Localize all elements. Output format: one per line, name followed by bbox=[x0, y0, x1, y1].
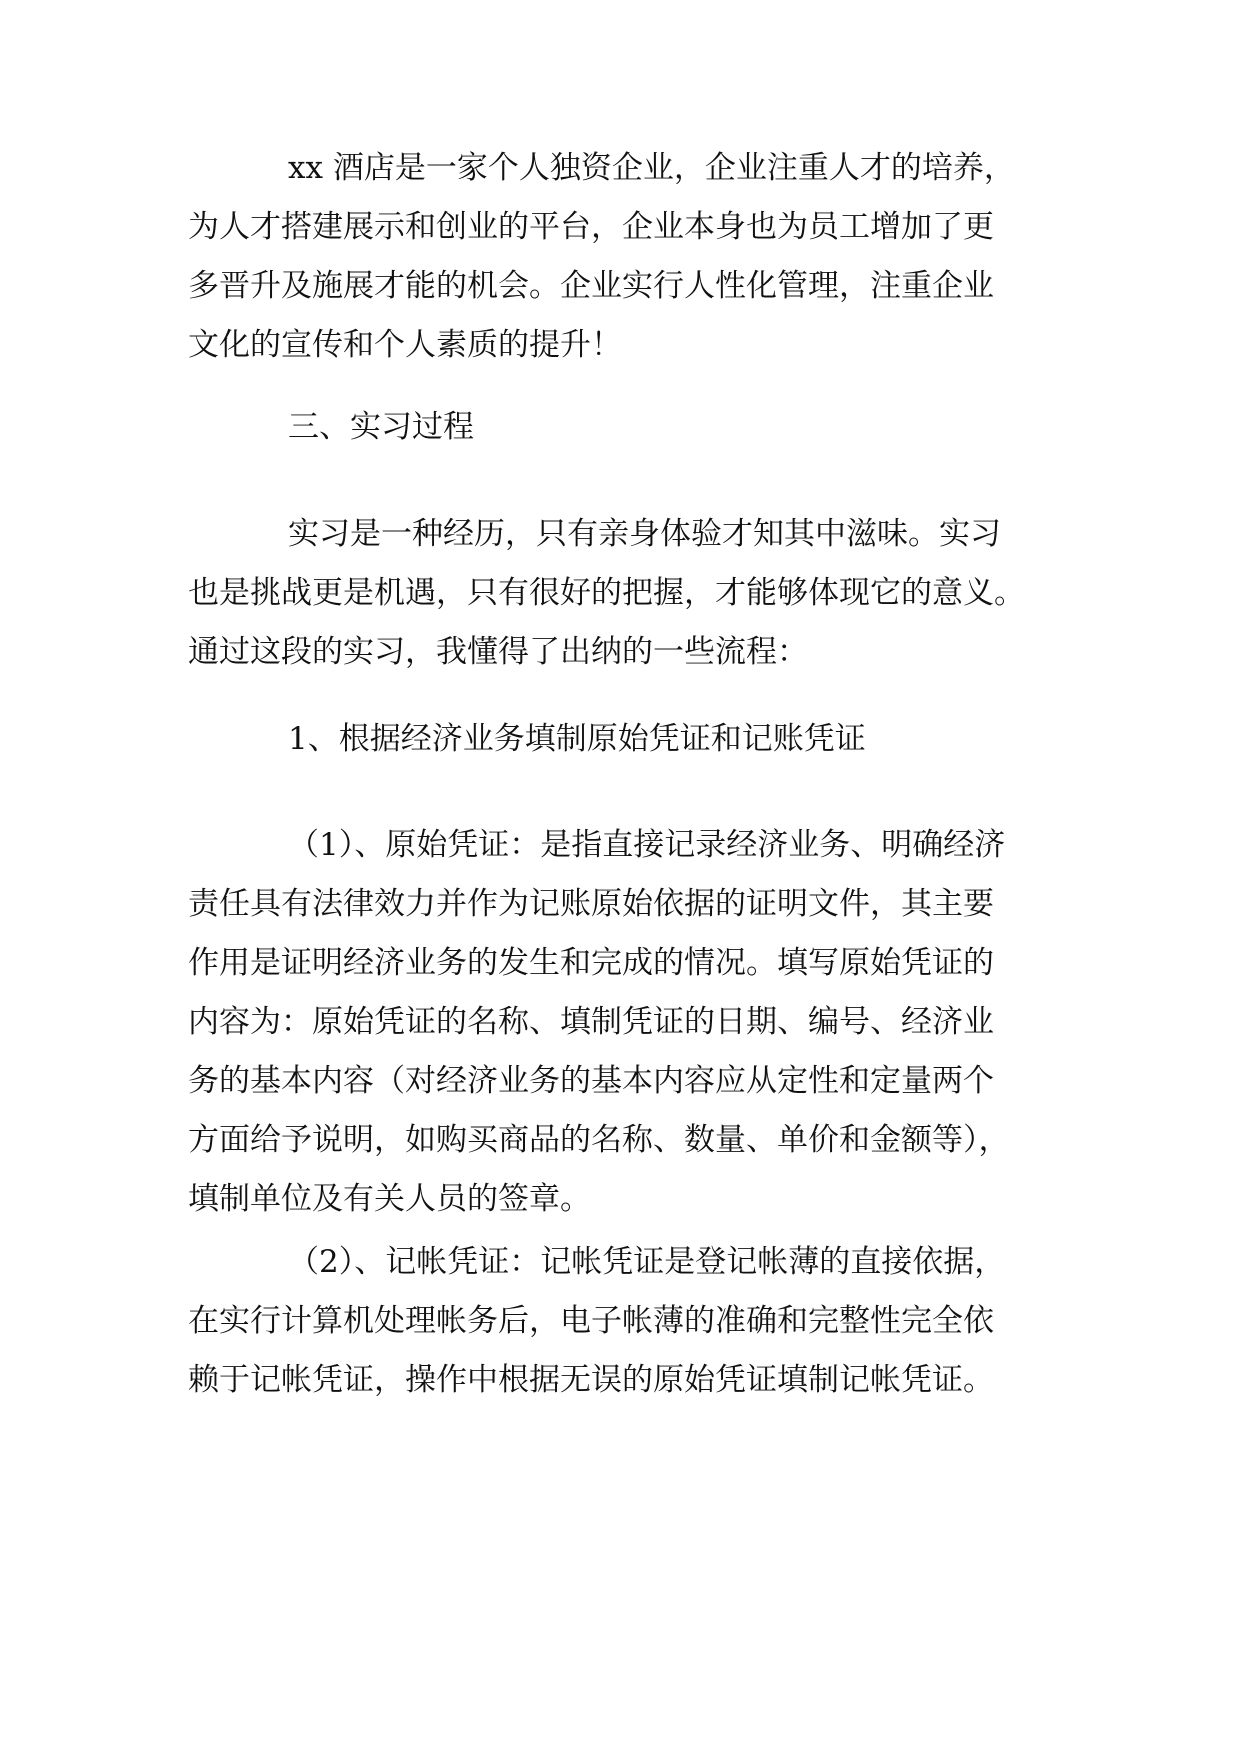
paragraph-line: 实习是一种经历，只有亲身体验才知其中滋味。实习 bbox=[288, 516, 1001, 552]
paragraph-line: 作用是证明经济业务的发生和完成的情况。填写原始凭证的 bbox=[188, 945, 994, 981]
section-heading bbox=[188, 398, 1058, 457]
paragraph-line: 为人才搭建展示和创业的平台，企业本身也为员工增加了更 bbox=[188, 209, 994, 245]
paragraph-line: （1）、原始凭证：是指直接记录经济业务、明确经济 bbox=[288, 827, 1006, 863]
paragraph-line: 务的基本内容（对经济业务的基本内容应从定性和定量两个 bbox=[188, 1063, 994, 1099]
list-item-1 bbox=[188, 710, 1058, 769]
paragraph-line: 在实行计算机处理帐务后，电子帐薄的准确和完整性完全依 bbox=[188, 1303, 994, 1339]
paragraph-line: 内容为：原始凭证的名称、填制凭证的日期、编号、经济业 bbox=[188, 1004, 994, 1040]
paragraph-line: 方面给予说明，如购买商品的名称、数量、单价和金额等）， bbox=[188, 1122, 1010, 1158]
heading-text: 三、实习过程 bbox=[288, 409, 474, 445]
paragraph-internship-summary bbox=[188, 505, 1058, 682]
paragraph-line: 责任具有法律效力并作为记账原始依据的证明文件，其主要 bbox=[188, 886, 994, 922]
paragraph-line: 也是挑战更是机遇，只有很好的把握，才能够体现它的意义。 bbox=[188, 575, 1025, 611]
paragraph-line: 赖于记帐凭证，操作中根据无误的原始凭证填制记帐凭证。 bbox=[188, 1362, 994, 1398]
paragraph-line: xx 酒店是一家个人独资企业，企业注重人才的培养， bbox=[288, 150, 1015, 186]
paragraph-accounting-voucher bbox=[188, 1233, 1058, 1410]
paragraph-line: 文化的宣传和个人素质的提升！ bbox=[188, 327, 622, 363]
paragraph-original-voucher bbox=[188, 816, 1058, 1229]
paragraph-line: 填制单位及有关人员的签章。 bbox=[188, 1181, 591, 1217]
list-item-text: 1、根据经济业务填制原始凭证和记账凭证 bbox=[288, 721, 866, 757]
paragraph-line: 通过这段的实习，我懂得了出纳的一些流程： bbox=[188, 634, 808, 670]
paragraph-intro bbox=[188, 139, 1058, 375]
paragraph-line: （2）、记帐凭证：记帐凭证是登记帐薄的直接依据， bbox=[288, 1244, 1006, 1280]
paragraph-line: 多晋升及施展才能的机会。企业实行人性化管理，注重企业 bbox=[188, 268, 994, 304]
